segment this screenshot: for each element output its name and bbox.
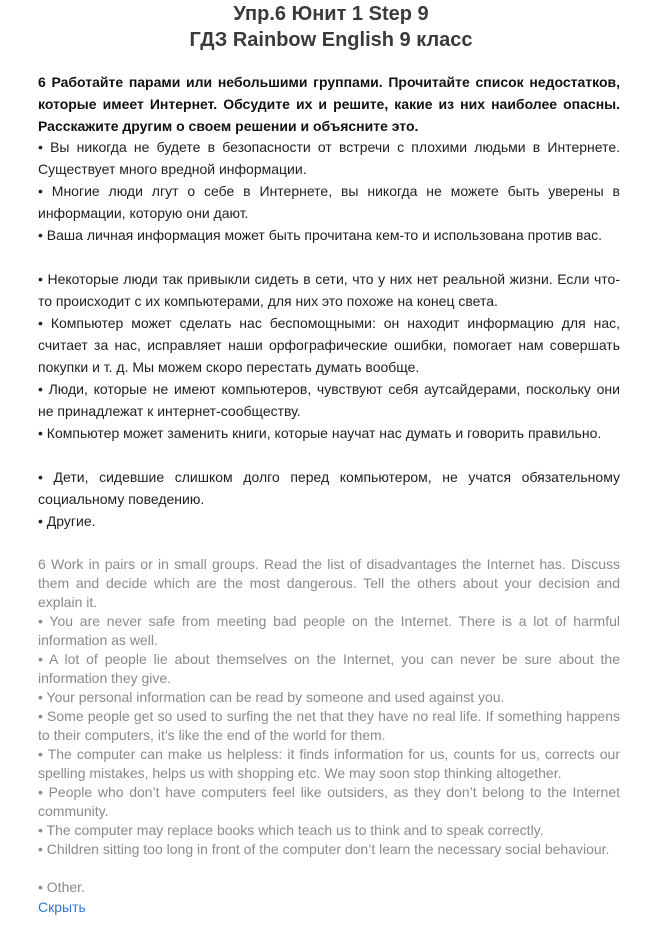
english-list-item: • The computer can make us helpless: it finds information for us, counts for us, corrects our spelling mistakes, helps us with shopping etc. We may soon stop thinking altogether. <box>38 746 620 781</box>
russian-list-item: • Дети, сидевшие слишком долго перед компьютером, не учатся обязательному социальному поведению. <box>38 469 620 507</box>
russian-list-item: • Люди, которые не имеют компьютеров, чувствуют себя аутсайдерами, поскольку они не принадлежат к интернет-сообществу. <box>38 381 620 419</box>
page-subtitle: ГДЗ Rainbow English 9 класс <box>189 29 473 51</box>
russian-list-item: • Некоторые люди так привыкли сидеть в сети, что у них нет реальной жизни. Если что-то происходит с их компьютерами, для них это похоже на конец света. <box>38 271 620 309</box>
english-list-item: • Children sitting too long in front of the computer don’t learn the necessary social behaviour. <box>38 841 610 857</box>
english-list-item: • Some people get so used to surfing the net that they have no real life. If something happens to their computers, it’s like the end of the world for them. <box>38 708 620 743</box>
english-task-text: 6 Work in pairs or in small groups. Read the list of disadvantages the Internet has. Discuss them and decide which are the most dangerous. Tell the others about your decision and explain it. <box>38 556 620 610</box>
english-list-item: • A lot of people lie about themselves on the Internet, you can never be sure about the information they give. <box>38 651 620 686</box>
russian-list-item: • Другие. <box>38 513 96 529</box>
english-list-item: • Your personal information can be read by someone and used against you. <box>38 689 505 705</box>
english-list-item: • People who don’t have computers feel like outsiders, as they don’t belong to the Internet community. <box>38 784 620 819</box>
russian-list-item: • Компьютер может заменить книги, которые научат нас думать и говорить правильно. <box>38 425 602 441</box>
page-title: Упр.6 Юнит 1 Step 9 <box>233 3 429 25</box>
hide-link[interactable]: Скрыть <box>38 899 86 915</box>
english-list-item: • Other. <box>38 879 85 895</box>
english-list-item: • The computer may replace books which teach us to think and to speak correctly. <box>38 822 544 838</box>
russian-list-item: • Вы никогда не будете в безопасности от встречи с плохими людьми в Интернете. Существует много вредной информации. <box>38 139 620 177</box>
russian-task-text: 6 Работайте парами или небольшими группами. Прочитайте список недостатков, которые имеет Интернет. Обсудите их и решите, какие из них наиболее опасны. Расскажите другим о своем решении и объясните это. <box>38 74 620 134</box>
russian-list-item: • Многие люди лгут о себе в Интернете, вы никогда не можете быть уверены в информации, которую они дают. <box>38 183 620 221</box>
russian-list-item: • Компьютер может сделать нас беспомощными: он находит информацию для нас, считает за нас, исправляет наши орфографические ошибки, помогает нам совершать покупки и т. д. Мы можем скоро перестать думать вообще. <box>38 315 620 375</box>
english-list-item: • You are never safe from meeting bad people on the Internet. There is a lot of harmful information as well. <box>38 613 620 648</box>
russian-list-item: • Ваша личная информация может быть прочитана кем-то и использована против вас. <box>38 227 603 243</box>
